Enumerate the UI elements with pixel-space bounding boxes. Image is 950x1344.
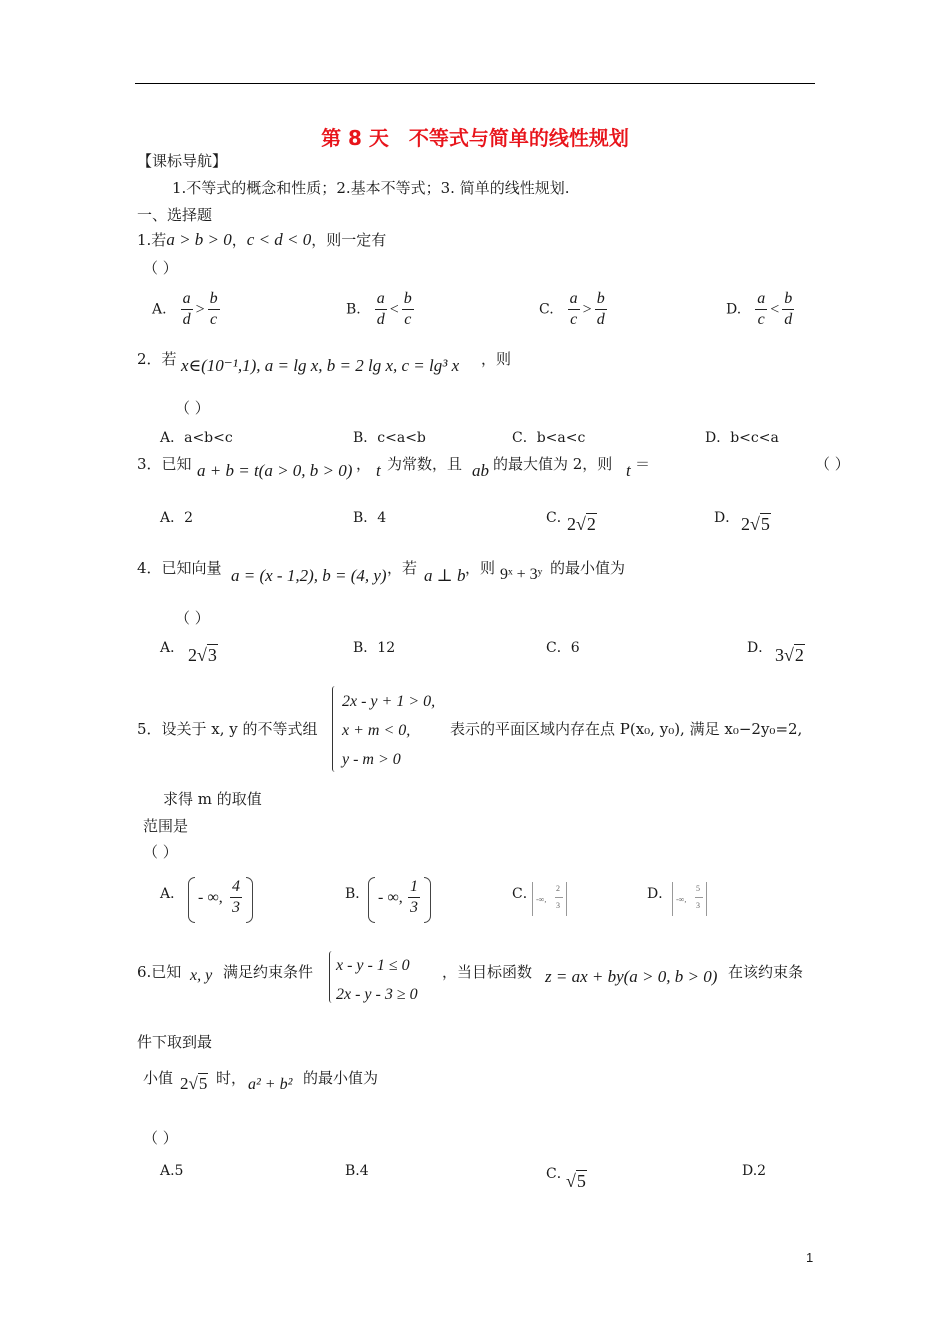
q3-t2: t bbox=[626, 461, 631, 480]
q1-stem: 1.若a > b > 0，c < d < 0，则一定有 bbox=[137, 230, 387, 249]
q6-option-c: C． bbox=[546, 1166, 571, 1182]
q4-option-b: B．12 bbox=[353, 640, 396, 656]
q2-expr: x∈(10⁻¹,1), a = lg x, b = 2 lg x, c = lg³ x bbox=[181, 356, 460, 375]
q5-ineq-2: x + m < 0, bbox=[342, 722, 411, 739]
q3-option-a: A．2 bbox=[160, 510, 194, 526]
q1-cond2: c < d < 0 bbox=[246, 230, 312, 249]
q4-expr: a = (x - 1,2), b = (4, y) bbox=[231, 566, 387, 585]
q3-t: t bbox=[376, 461, 381, 480]
section-heading: 一、选择题 bbox=[137, 206, 213, 224]
q2-option-b: B．c<a<b bbox=[353, 430, 426, 446]
q2-stem: 2．若 bbox=[137, 350, 177, 368]
q4-perp: a ⊥ b bbox=[424, 566, 466, 585]
q6-line3-post: 的最小值为 bbox=[303, 1069, 379, 1087]
q6-line3-mid: 时， bbox=[216, 1069, 247, 1087]
q4-option-d-sqrt: 3√2 bbox=[775, 645, 804, 665]
q6-line3-pre: 小值 bbox=[143, 1069, 174, 1087]
guide-heading: 【课标导航】 bbox=[137, 152, 228, 170]
q5-line3: 范围是 bbox=[143, 817, 189, 835]
q6-min-sqrt: 2√5 bbox=[180, 1074, 208, 1093]
q3-stem: 3．已知 bbox=[137, 455, 192, 473]
q5-option-c: C． bbox=[512, 886, 537, 902]
q4-option-a-sqrt: 2√3 bbox=[188, 645, 217, 665]
q6-ineq-1: x - y - 1 ≤ 0 bbox=[336, 957, 410, 974]
q2-option-d: D．b<c<a bbox=[705, 430, 779, 446]
q2-stem-post: ，则 bbox=[481, 350, 512, 368]
q4-option-c: C．6 bbox=[546, 640, 580, 656]
q3-answer-blank: （ ） bbox=[815, 455, 850, 473]
q3-expr: a + b = t(a > 0, b > 0) bbox=[197, 461, 353, 480]
page-title: 第 8 天 不等式与简单的线性规划 bbox=[321, 126, 629, 150]
q5-system bbox=[342, 687, 435, 774]
q1-option-a: A. $\frac{a}{d}$ > $\frac{b}{c}$ bbox=[152, 290, 218, 328]
q5-option-d: D． bbox=[647, 886, 673, 902]
q4-post: 的最小值为 bbox=[550, 559, 626, 577]
q6-option-a: A.5 bbox=[160, 1163, 184, 1179]
q6-expr2: a² + b² bbox=[248, 1076, 293, 1093]
q5-brace bbox=[332, 686, 335, 772]
q2-option-a: A．a<b<c bbox=[160, 430, 233, 446]
q6-post: 在该约束条 bbox=[728, 963, 804, 981]
q4-option-a: A． bbox=[160, 640, 185, 656]
q6-brace bbox=[329, 951, 332, 1003]
q2-answer-blank: （ ） bbox=[175, 399, 210, 417]
guide-text: 1.不等式的概念和性质；2.基本不等式；3. 简单的线性规划. bbox=[172, 179, 570, 197]
q5-option-b-interval: - ∞, $\frac{1}{3}$ bbox=[368, 877, 432, 923]
q5-option-a-interval: - ∞, $\frac{4}{3}$ bbox=[188, 877, 252, 923]
q1-option-b: B. $\frac{a}{d}$ < $\frac{b}{c}$ bbox=[346, 290, 412, 328]
q4-stem: 4．已知向量 bbox=[137, 559, 222, 577]
q6-mid2: ，当目标函数 bbox=[442, 963, 533, 981]
header-rule bbox=[135, 83, 815, 84]
q4-expr2: 9ˣ + 3ʸ bbox=[500, 566, 543, 583]
q1-cond1: a > b > 0 bbox=[166, 230, 232, 249]
q5-option-a: A． bbox=[160, 886, 185, 902]
q3-option-d-sqrt: 2√5 bbox=[741, 514, 770, 534]
q3-post: 的最大值为 2，则 bbox=[493, 455, 613, 473]
q5-option-d-interval: -∞, 5 3 bbox=[672, 880, 708, 918]
q5-answer-blank: （ ） bbox=[143, 843, 178, 861]
q5-option-b: B． bbox=[345, 886, 370, 902]
q3-ab: ab bbox=[472, 461, 489, 480]
q1-option-d: D. $\frac{a}{c}$ < $\frac{b}{d}$ bbox=[726, 290, 793, 328]
q6-line2: 件下取到最 bbox=[137, 1033, 213, 1051]
q6-vars: x, y bbox=[190, 967, 213, 984]
q6-ineq-2: 2x - y - 3 ≥ 0 bbox=[336, 986, 418, 1003]
page-number: 1 bbox=[806, 1250, 814, 1265]
q3-option-d: D． bbox=[714, 510, 740, 526]
q3-eq: ＝ bbox=[635, 455, 651, 473]
q4-option-d: D． bbox=[747, 640, 773, 656]
q1-option-c: C. $\frac{a}{c}$ > $\frac{b}{d}$ bbox=[539, 290, 605, 328]
q3-option-c: C． bbox=[546, 510, 571, 526]
q5-option-c-interval: -∞, 2 3 bbox=[532, 880, 568, 918]
q6-system bbox=[336, 951, 418, 1009]
q2-option-c: C．b<a<c bbox=[512, 430, 586, 446]
q5-stem-post: 表示的平面区域内存在点 P(x₀, y₀), 满足 x₀−2y₀=2, bbox=[450, 720, 803, 738]
q6-option-d: D.2 bbox=[742, 1163, 767, 1179]
q6-expr: z = ax + by(a > 0, b > 0) bbox=[545, 967, 718, 986]
q5-ineq-3: y - m > 0 bbox=[342, 751, 401, 768]
q4-answer-blank: （ ） bbox=[175, 609, 210, 627]
q6-mid: 满足约束条件 bbox=[223, 963, 314, 981]
q6-option-b: B.4 bbox=[345, 1163, 369, 1179]
q6-option-c-sqrt: √5 bbox=[566, 1171, 586, 1191]
q5-line2: 求得 m 的取值 bbox=[163, 790, 262, 808]
q3-option-c-sqrt: 2√2 bbox=[567, 514, 596, 534]
q3-mid: 为常数，且 bbox=[387, 455, 463, 473]
q6-answer-blank: （ ） bbox=[143, 1129, 178, 1147]
q6-stem: 6.已知 bbox=[137, 963, 182, 981]
q3-option-b: B．4 bbox=[353, 510, 387, 526]
q5-stem: 5．设关于 x, y 的不等式组 bbox=[137, 720, 318, 738]
q1-answer-blank: （ ） bbox=[143, 259, 178, 277]
q5-ineq-1: 2x - y + 1 > 0, bbox=[342, 693, 436, 710]
